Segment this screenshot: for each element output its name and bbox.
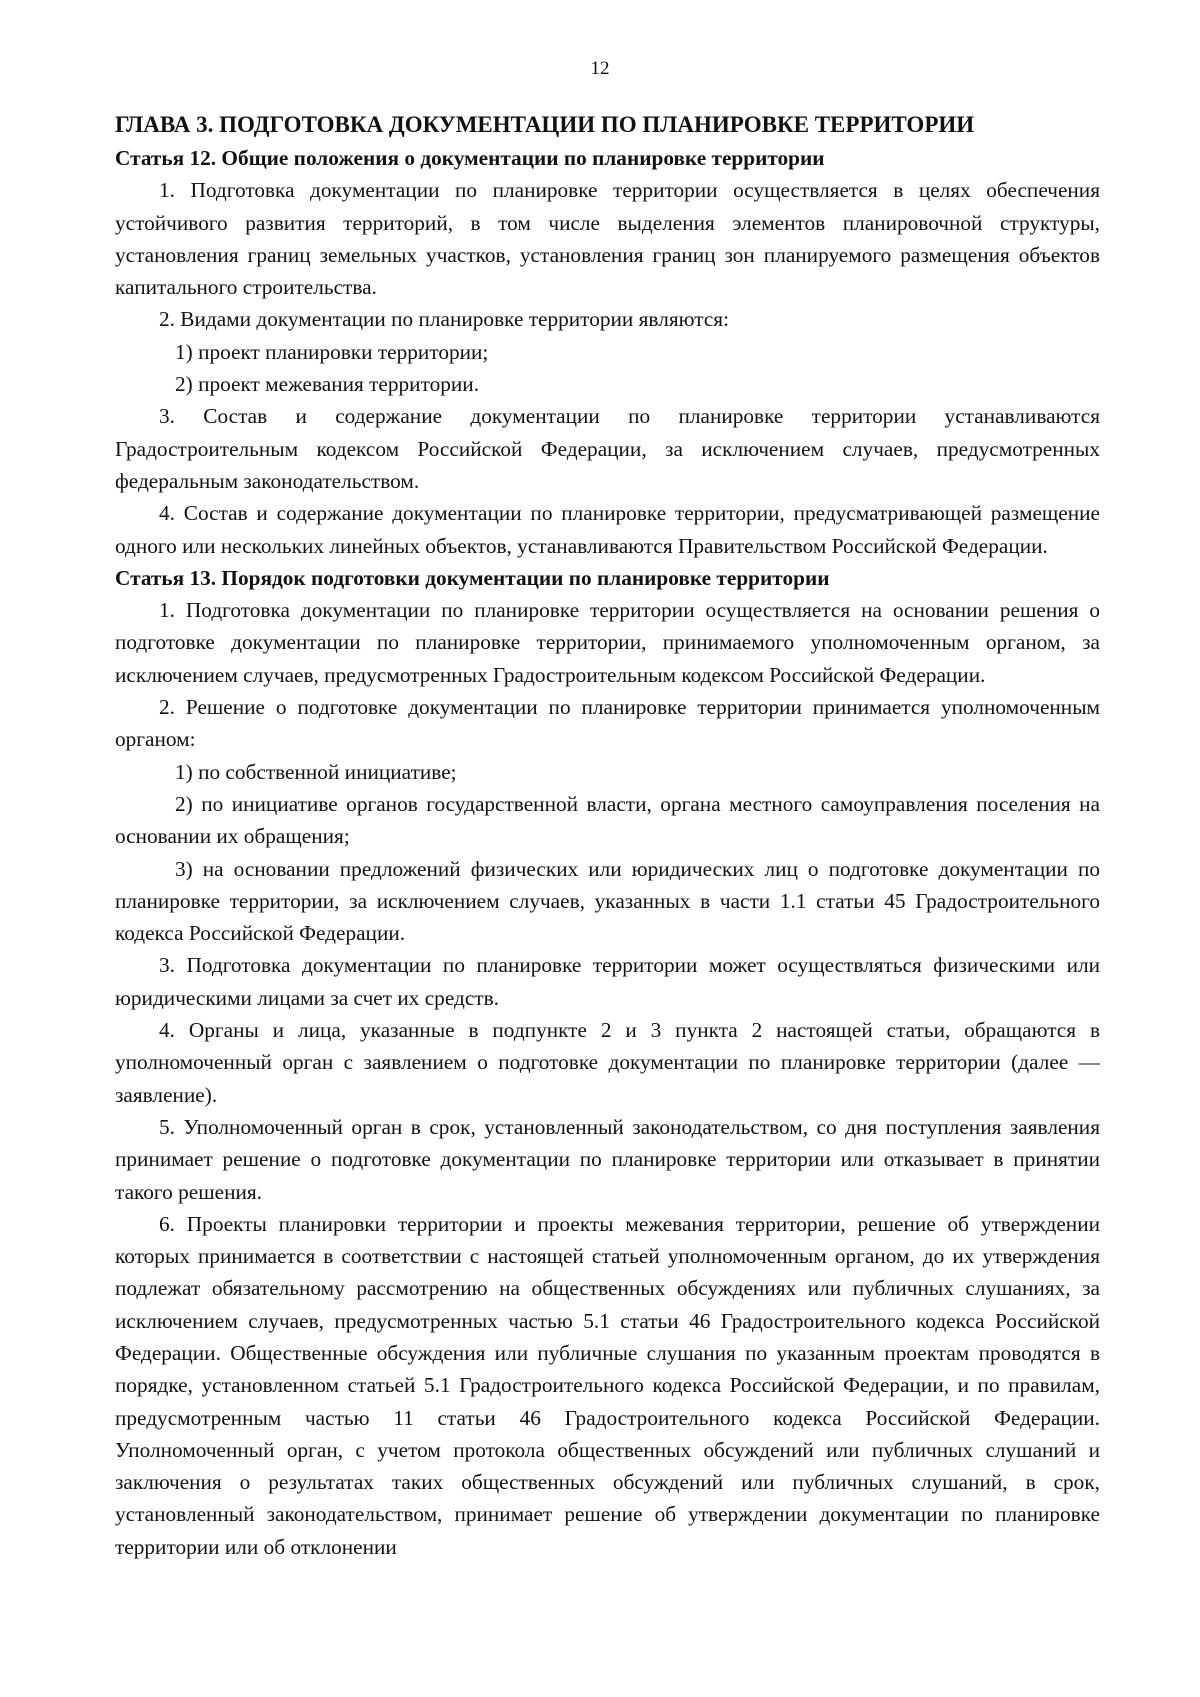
article-13-paragraph-2: 2. Решение о подготовке документации по планировке территории принимается уполномоченным органом: [115,695,1100,752]
article-12-paragraph-4: 4. Состав и содержание документации по планировке территории, предусматривающей размещение одного или нескольких линейных объектов, устанавливаются Правительством Российской Федерации. [115,501,1100,558]
article-13-paragraph-2-item-1: 1) по собственной инициативе; [175,759,457,784]
chapter-title: ГЛАВА 3. ПОДГОТОВКА ДОКУМЕНТАЦИИ ПО ПЛАНИРОВКЕ ТЕРРИТОРИИ [115,112,975,137]
article-13-paragraph-2-item-2: 2) по инициативе органов государственной власти, органа местного самоуправления поселения на основании их обращения; [115,791,1100,849]
article-12-paragraph-2: 2. Видами документации по планировке территории являются: [159,307,729,332]
article-12-paragraph-2-item-2: 2) проект межевания территории. [175,372,480,397]
article-12-paragraph-2-item-1: 1) проект планировки территории; [175,339,489,364]
article-13-paragraph-3: 3. Подготовка документации по планировке территории может осуществляться физическими или юридическими лицами за счет их средств. [115,953,1100,1010]
article-12-paragraph-1: 1. Подготовка документации по планировке территории осуществляется в целях обеспечения устойчивого развития территорий, в том числе выделения элементов планировочной структуры, установления границ земельных участков, установления границ зон планируемого размещения объектов капитального строительства. [115,178,1100,300]
page-number: 12 [590,58,610,79]
article-13-paragraph-5: 5. Уполномоченный орган в срок, установленный законодательством, со дня поступления заявления принимает решение о подготовке документации по планировке территории или отказывает в принятии такого решения. [115,1114,1100,1204]
article-13-paragraph-1: 1. Подготовка документации по планировке территории осуществляется на основании решения о подготовке документации по планировке территории, принимаемого уполномоченным органом, за исключением случаев, предусмотренных Градостроительным кодексом Российской Федерации. [115,598,1100,687]
document-body [115,108,1100,1563]
article-13-paragraph-4: 4. Органы и лица, указанные в подпункте 2 и 3 пункта 2 настоящей статьи, обращаются в уполномоченный орган с заявлением о подготовке документации по планировке территории (далее — заявление). [115,1018,1100,1107]
article-13-paragraph-6: 6. Проекты планировки территории и проекты межевания территории, решение об утверждении которых принимается в соответствии с настоящей статьей уполномоченным органом, до их утверждения подлежат обязательному рассмотрению на общественных обсуждениях или публичных слушаниях, за исключением случаев, предусмотренных частью 5.1 статьи 46 Градостроительного кодекса Российской Федерации. Общественные обсуждения или публичные слушания по указанным проектам проводятся в порядке, установленном статьей 5.1 Градостроительного кодекса Российской Федерации, и по правилам, предусмотренным частью 11 статьи 46 Градостроительного кодекса Российской Федерации. Уполномоченный орган, с учетом протокола общественных обсуждений или публичных слушаний и заключения о результатах таких общественных обсуждений или публичных слушаний, в срок, установленный законодательством, принимает решение об утверждении документации по планировке территории или об отклонении [115,1211,1100,1559]
article-13-title: Статья 13. Порядок подготовки документации по планировке территории [115,565,830,590]
article-12-title: Статья 12. Общие положения о документации по планировке территории [115,146,825,170]
article-12-paragraph-3: 3. Состав и содержание документации по планировке территории устанавливаются Градостроительным кодексом Российской Федерации, за исключением случаев, предусмотренных федеральным законодательством. [115,404,1100,493]
article-13-paragraph-2-item-3: 3) на основании предложений физических или юридических лиц о подготовке документации по планировке территории, за исключением случаев, указанных в части 1.1 статьи 45 Градостроительного кодекса Российской Федерации. [115,856,1100,946]
